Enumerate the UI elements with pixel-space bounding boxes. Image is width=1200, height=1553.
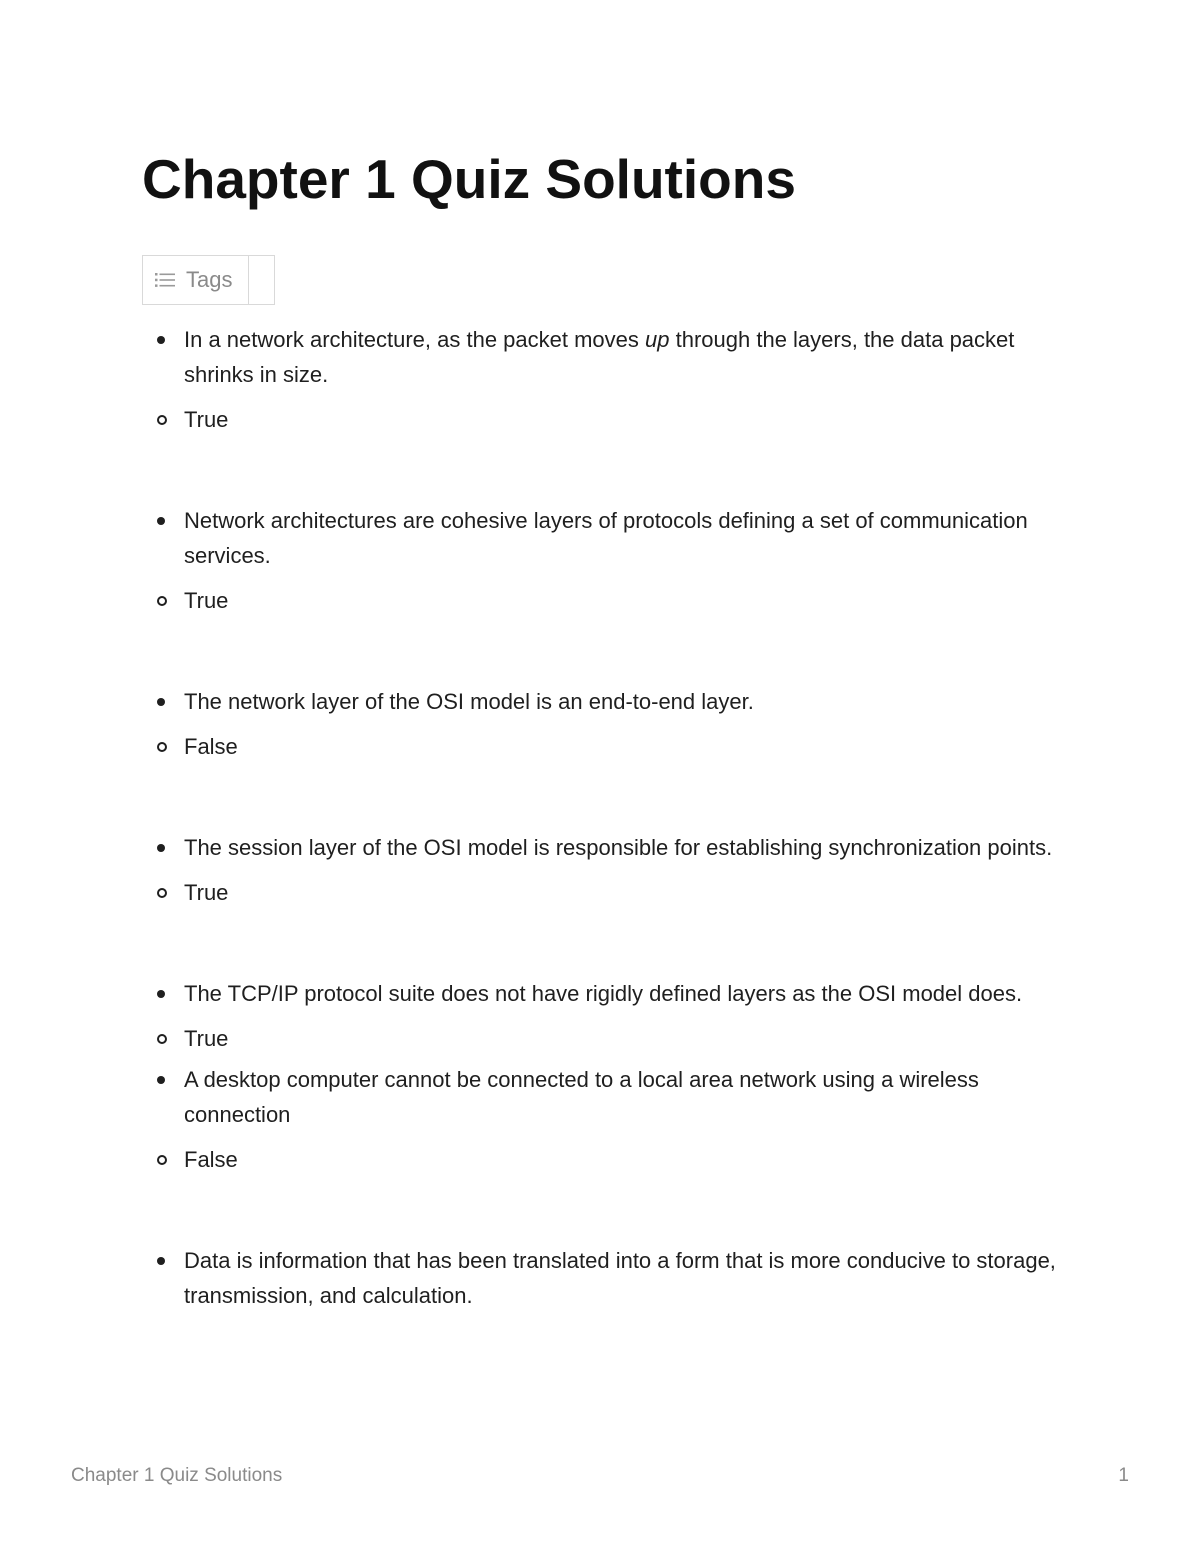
question-text: The session layer of the OSI model is responsible for establishing synchronization points.	[184, 835, 1053, 860]
answer-item: False	[142, 1145, 1062, 1175]
tags-property[interactable]	[142, 255, 275, 305]
question-item	[142, 1062, 1062, 1132]
question-text	[184, 322, 1062, 392]
page-title: Chapter 1 Quiz Solutions	[142, 148, 796, 210]
answer-item: True	[142, 586, 1062, 616]
question-text: The TCP/IP protocol suite does not have rigidly defined layers as the OSI model does.	[184, 981, 1023, 1006]
quiz-list	[142, 322, 1062, 1313]
answer-item: True	[142, 1024, 1062, 1054]
question-item	[142, 503, 1062, 573]
footer-title: Chapter 1 Quiz Solutions	[71, 1465, 283, 1486]
answer-item: True	[142, 878, 1062, 908]
list-icon	[155, 273, 175, 287]
question-text: Network architectures are cohesive layers of protocols defining a set of communication services.	[184, 508, 1028, 568]
answer-item: False	[142, 732, 1062, 762]
question-text: A desktop computer cannot be connected to a local area network using a wireless connection	[184, 1067, 979, 1127]
question-text-part: In a network architecture, as the packet moves	[184, 327, 646, 352]
question-text: Data is information that has been translated into a form that is more conducive to storage, transmission, and calculation.	[184, 1248, 1056, 1308]
tags-label-cell	[143, 256, 249, 304]
question-item	[142, 684, 1062, 719]
question-item	[142, 830, 1062, 865]
question-text-part: through the layers, the data packet shrinks in size.	[184, 327, 1015, 387]
tags-value-cell[interactable]	[249, 256, 274, 304]
tags-label: Tags	[186, 267, 233, 292]
question-emphasis: up	[645, 327, 670, 352]
question-text: The network layer of the OSI model is an end-to-end layer.	[184, 689, 754, 714]
question-item	[142, 322, 1062, 392]
question-item	[142, 1243, 1062, 1313]
page-number: 1	[1118, 1465, 1129, 1486]
answer-item: True	[142, 405, 1062, 435]
question-item	[142, 976, 1062, 1011]
